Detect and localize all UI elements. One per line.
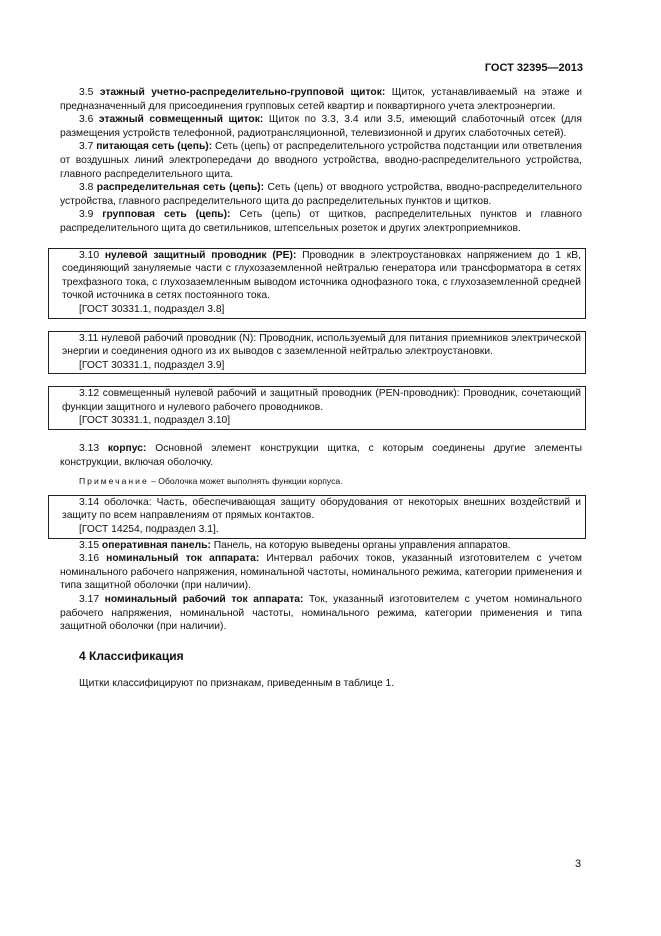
term: питающая сеть (цепь): <box>96 141 213 153</box>
reference: [ГОСТ 14254, подраздел 3.1]. <box>79 524 219 536</box>
page-number: 3 <box>575 858 582 870</box>
term: номинальный рабочий ток аппарата: <box>104 594 304 605</box>
boxed-definition-3-14: 3.14 оболочка: Часть, обеспечивающая защиту оборудования от некоторых внешних воздействий и защиту по всем направлениям от прямых контактов. [ГОСТ 14254, подраздел 3.1]. <box>48 495 586 539</box>
definition-3-15: 3.15 оперативная панель: Панель, на которую выведены органы управления аппаратов. <box>79 539 511 551</box>
section-heading: 4 Классификация <box>79 648 184 663</box>
document-body <box>60 86 582 691</box>
note-label: Примечание <box>79 476 149 487</box>
term: оперативная панель: <box>101 539 211 551</box>
boxed-definition-3-12: 3.12 совмещенный нулевой рабочий и защитный проводник (PEN-проводник): Проводник, сочетающий функции защитного и нулевого рабочего проводников. [ГОСТ 30331.1, подраздел 3.10] <box>48 386 586 430</box>
definition-3-17: 3.17 номинальный рабочий ток аппарата: Ток, указанный изготовителем с учетом номинального рабочего напряжения, номинальной частоты, номинального режима, категории применения и типа защитной оболочки (при наличии). <box>60 594 582 633</box>
definition-3-13: 3.13 корпус: Основной элемент конструкции щитка, с которым соединены другие элементы конструкции, включая оболочку. <box>60 443 582 468</box>
boxed-definition-3-10: 3.10 нулевой защитный проводник (PE): Проводник в электроустановках напряжением до 1 кВ, соединяющий зануляемые части с глухозаземленной нейтралью генератора или трансформатора в сетях трехфазного тока, с глухозаземленным выводом источника однофазного тока, с глухозаземленной средней точкой источника в сетях постоянного тока. [ГОСТ 30331.1, подраздел 3.8] <box>48 248 586 319</box>
reference: [ГОСТ 30331.1, подраздел 3.9] <box>79 359 225 371</box>
definition-3-9: 3.9 групповая сеть (цепь): Сеть (цепь) от щитков, распределительных пунктов и главного распределительного щита до светильников, штепсельных розеток и других электроприемников. <box>60 209 582 234</box>
term: нулевой защитный проводник (PE): <box>104 249 297 261</box>
boxed-definition-3-11: 3.11 нулевой рабочий проводник (N): Проводник, используемый для питания приемников электрической энергии и соединения одного из их выводов с заземленной нейтралью электроустановки. [ГОСТ 30331.1, подраздел 3.9] <box>48 331 586 375</box>
definition-3-16: 3.16 номинальный ток аппарата: Интервал рабочих токов, указанный изготовителем с учетом номинального рабочего напряжения, номинальной частоты, номинального режима, категории применения и типа защитной оболочки (при наличии). <box>60 553 582 592</box>
definition-3-8: 3.8 распределительная сеть (цепь): Сеть (цепь) от вводного устройства, вводно-распределительного устройства, главного распределительного щита до распределительных пунктов и щитков. <box>60 182 582 207</box>
reference: [ГОСТ 30331.1, подраздел 3.10] <box>79 415 231 427</box>
term: корпус: <box>107 443 147 455</box>
document-code: ГОСТ 32395—2013 <box>484 62 583 74</box>
definition-3-7: 3.7 питающая сеть (цепь): Сеть (цепь) от распределительного устройства подстанции или ответвления от воздушных линий электропередачи до вводного устройства, вводно-распределительного устройства, главного распределительного щита. <box>60 141 582 180</box>
term: номинальный ток аппарата: <box>106 553 260 565</box>
term: распределительная сеть (цепь): <box>96 182 265 194</box>
term: групповая сеть (цепь): <box>102 209 231 221</box>
note: Примечание – Оболочка может выполнять функции корпуса. <box>79 476 343 487</box>
term: этажный совмещенный щиток: <box>98 114 264 126</box>
definition-3-5: 3.5 этажный учетно-распределительно-групповой щиток: Щиток, устанавливаемый на этаже и предназначенный для присоединения групповых сетей квартир и поквартирного учета электроэнергии. <box>60 87 582 112</box>
definition-3-6: 3.6 этажный совмещенный щиток: Щиток по 3.3, 3.4 или 3.5, имеющий слаботочный отсек (для размещения устройств телефонной, радиотрансляционной, телевизионной и других слаботочных сетей). <box>60 114 582 139</box>
reference: [ГОСТ 30331.1, подраздел 3.8] <box>79 303 225 315</box>
term: этажный учетно-распределительно-групповой щиток: <box>99 87 386 98</box>
section-paragraph: Щитки классифицируют по признакам, приведенным в таблице 1. <box>79 678 395 690</box>
